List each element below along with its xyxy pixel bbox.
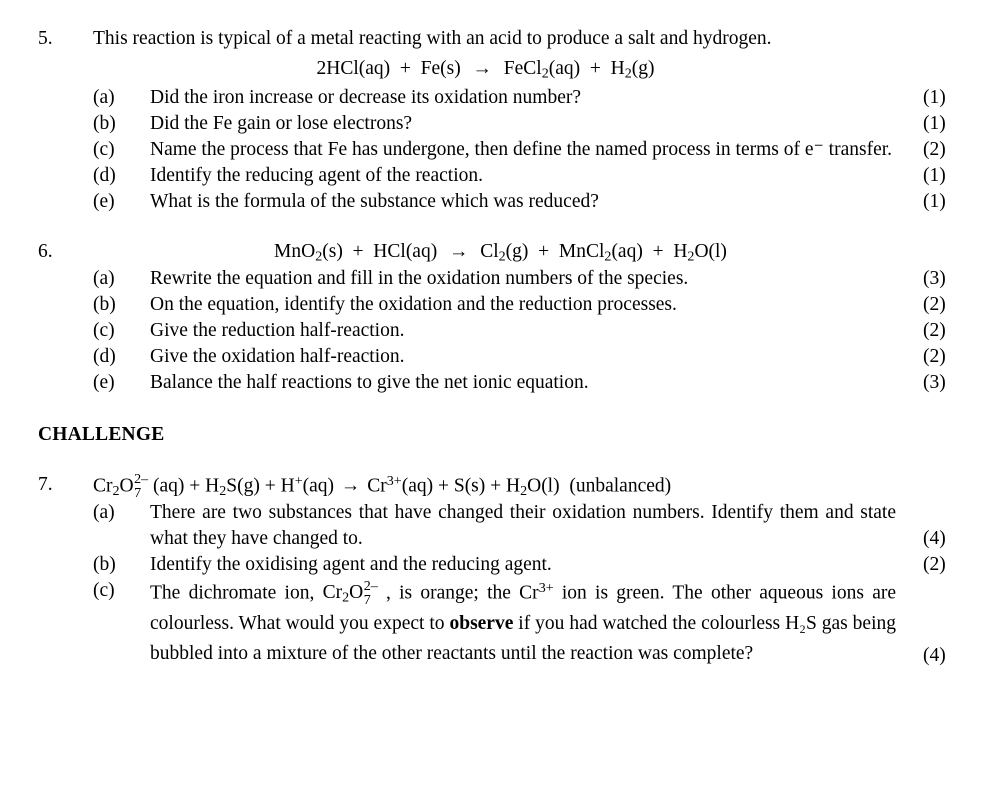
- part-label: (a): [93, 502, 115, 524]
- question-6-part-c: [33, 318, 946, 344]
- part-marks: (1): [923, 190, 946, 212]
- part-text: What is the formula of the substance which was reduced?: [150, 190, 599, 212]
- question-7-part-a: [33, 500, 946, 552]
- part-label: (a): [93, 87, 115, 109]
- part-marks: (2): [923, 345, 946, 367]
- part-marks: (1): [923, 165, 946, 186]
- part-text-segment-1: The dichromate ion,: [150, 582, 323, 604]
- part-text: Did the Fe gain or lose electrons?: [150, 113, 413, 135]
- question-7-head: [33, 472, 908, 501]
- part-text: Balance the half reactions to give the net ionic equation.: [150, 371, 589, 393]
- part-label: (d): [93, 345, 116, 367]
- question-6-number: 6.: [38, 240, 53, 262]
- question-5-part-a: [33, 85, 946, 111]
- part-text: Rewrite the equation and fill in the oxidation numbers of the species.: [150, 268, 689, 290]
- question-7: [33, 470, 946, 669]
- question-7-part-c: [33, 578, 946, 669]
- question-5-part-e: [33, 189, 946, 215]
- part-marks: (4): [923, 528, 946, 550]
- part-text: Identify the oxidising agent and the reducing agent.: [150, 554, 552, 576]
- part-label: (a): [93, 268, 115, 290]
- part-marks: (2): [923, 320, 946, 341]
- part-text: Identify the reducing agent of the reaction.: [150, 165, 483, 186]
- question-5-head: [33, 26, 908, 52]
- question-7-equation: $Cr_2O$ 2– 7 $(aq) + H_2S(g) + H^+(aq) \to Cr^{3+}(aq) + S(s) + H_2O(l)$ (unbalanced): [93, 470, 672, 501]
- part-marks: (1): [923, 87, 946, 109]
- part-label: (b): [93, 554, 116, 576]
- part-text: Give the reduction half-reaction.: [150, 320, 405, 341]
- part-text-segment-3: ion is green. The other aqueous ions are colourless. What would you expect to: [150, 582, 896, 635]
- question-5-part-c: [33, 137, 946, 163]
- part-label: (b): [93, 294, 116, 316]
- part-label: (c): [93, 580, 115, 602]
- part-marks: (3): [923, 371, 946, 393]
- spacer: [33, 215, 908, 239]
- emphasis-observe: observe: [449, 613, 514, 635]
- part-label: (d): [93, 165, 116, 186]
- spacer: [33, 448, 908, 472]
- part-label: (c): [93, 139, 115, 161]
- question-5-part-b: [33, 111, 946, 137]
- question-5-part-d: [33, 163, 946, 189]
- question-7-part-b: [33, 552, 946, 578]
- chromium-charge: 3+: [538, 580, 554, 597]
- question-5-number: 5.: [38, 28, 53, 49]
- question-6-equation: $MnO_2(s) + HCl(aq) \to Cl_2(g)$ + MnCl$_2$(aq) + $H_2O(l)$: [274, 240, 727, 265]
- question-5-equation: 2HCl(aq) + Fe(s) → FeCl$_2$(aq) + $H_2(g)$: [316, 57, 655, 82]
- question-6-head: [33, 239, 908, 266]
- part-text: Did the iron increase or decrease its oxidation number?: [150, 87, 582, 109]
- part-marks: (3): [923, 268, 946, 290]
- part-text: There are two substances that have changed their oxidation numbers. Identify them and state what they have changed to.: [150, 502, 896, 550]
- part-label: (b): [93, 113, 116, 135]
- question-6-part-a: [33, 266, 946, 292]
- question-6-part-e: [33, 370, 946, 396]
- part-text-segment-2: , is orange; the Cr: [377, 582, 539, 604]
- part-text: [93, 578, 908, 669]
- part-text: Name the process that Fe has undergone, then define the named process in terms of e⁻ transfer.: [150, 139, 893, 161]
- question-5: [33, 26, 946, 215]
- part-text: Give the oxidation half-reaction.: [150, 345, 405, 367]
- part-text-segment-4: if you had watched the colourless H₂S gas being bubbled into a mixture of the other reactants until the reaction was complete?: [150, 613, 896, 664]
- question-6: [33, 239, 946, 396]
- dichromate-formula: $Cr_2O$ 2– 7: [322, 578, 378, 609]
- part-label: (c): [93, 320, 115, 341]
- part-label: (e): [93, 371, 115, 393]
- question-6-part-b: [33, 292, 946, 318]
- question-5-stem: This reaction is typical of a metal reacting with an acid to produce a salt and hydrogen.: [93, 28, 772, 49]
- section-heading-challenge: CHALLENGE: [38, 423, 165, 445]
- question-7-number: 7.: [38, 473, 53, 495]
- part-marks: (4): [923, 644, 946, 666]
- part-text: On the equation, identify the oxidation and the reduction processes.: [150, 294, 677, 316]
- part-marks: (2): [923, 554, 946, 576]
- part-marks: (2): [923, 139, 946, 161]
- question-6-part-d: [33, 344, 946, 370]
- part-marks: (1): [923, 113, 946, 135]
- part-label: (e): [93, 190, 115, 212]
- part-marks: (2): [923, 294, 946, 316]
